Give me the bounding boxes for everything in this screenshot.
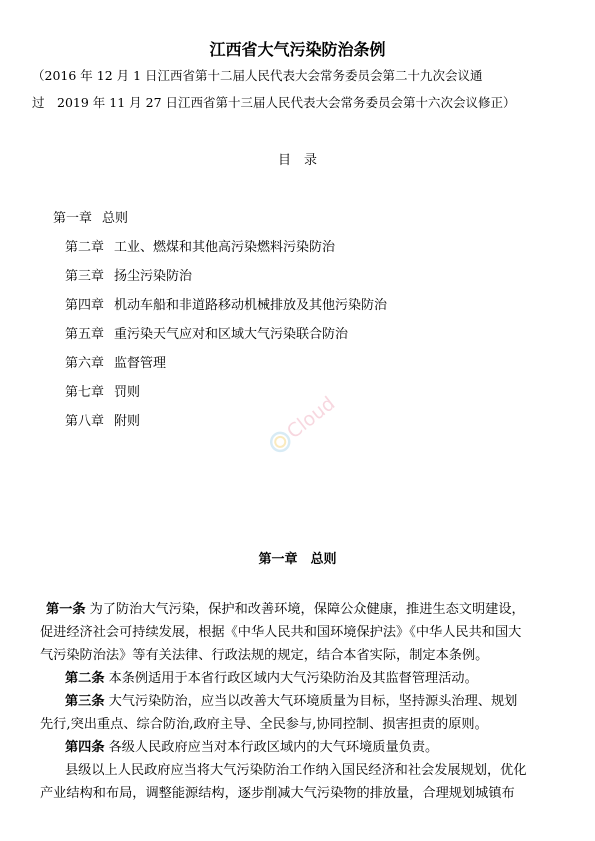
- toc-chapter-number: 第二章: [65, 240, 105, 255]
- article-text: 大气污染防治，应当以改善大气环境质量为目标，坚持源头治理、规划: [108, 694, 518, 709]
- article-text: 各级人民政府应当对本行政区域内的大气环境质量负责。: [108, 740, 439, 755]
- toc-item-chapter-8[interactable]: [65, 413, 140, 430]
- toc-chapter-title: 总则: [102, 211, 129, 226]
- toc-item-chapter-3[interactable]: [65, 268, 192, 285]
- toc-item-chapter-6[interactable]: [65, 355, 166, 372]
- article-3-line-2: 先行,突出重点、综合防治,政府主导、全民参与,协同控制、损害担责的原则。: [40, 717, 488, 732]
- article-label: 第三条: [65, 694, 105, 709]
- cloud-logo-icon: [250, 372, 360, 467]
- article-text: 为了防治大气污染，保护和改善环境，保障公众健康，推进生态文明建设，: [89, 602, 525, 617]
- article-2-line-1: [65, 670, 585, 687]
- toc-chapter-number: 第五章: [65, 327, 105, 342]
- article-1-line-1: [46, 601, 566, 618]
- article-4-line-1: [65, 739, 585, 756]
- toc-chapter-title: 机动车船和非道路移动机械排放及其他污染防治: [114, 298, 388, 313]
- toc-chapter-number: 第一章: [53, 211, 93, 226]
- article-text: 本条例适用于本省行政区域内大气污染防治及其监督管理活动。: [108, 671, 478, 686]
- toc-chapter-number: 第八章: [65, 414, 105, 429]
- toc-heading: 目 录: [277, 153, 317, 168]
- toc-chapter-title: 扬尘污染防治: [114, 269, 193, 284]
- enactment-note-line-1: （2016 年 12 月 1 日江西省第十二届人民代表大会常务委员会第二十九次会议通: [32, 68, 483, 83]
- toc-chapter-number: 第三章: [65, 269, 105, 284]
- article-label: 第一条: [46, 602, 86, 617]
- toc-item-chapter-7[interactable]: [65, 384, 140, 401]
- toc-chapter-title: 工业、燃煤和其他高污染燃料污染防治: [114, 240, 336, 255]
- article-3-line-1: [65, 693, 585, 710]
- article-1-line-3: 气污染防治法》等有关法律、行政法规的规定，结合本省实际，制定本条例。: [40, 648, 489, 663]
- toc-item-chapter-1[interactable]: [53, 210, 128, 227]
- document-title: 江西省大气污染防治条例: [209, 40, 386, 59]
- toc-item-chapter-5[interactable]: [65, 326, 348, 343]
- toc-chapter-number: 第六章: [65, 356, 105, 371]
- article-label: 第四条: [65, 740, 105, 755]
- article-label: 第二条: [65, 671, 105, 686]
- toc-item-chapter-2[interactable]: [65, 239, 335, 256]
- watermark-text: Cloud: [282, 392, 340, 444]
- toc-chapter-title: 附则: [114, 414, 141, 429]
- toc-item-chapter-4[interactable]: [65, 297, 387, 314]
- toc-chapter-title: 监督管理: [114, 356, 167, 371]
- watermark-circle-yellow: [273, 435, 287, 449]
- toc-chapter-title: 重污染天气应对和区域大气污染联合防治: [114, 327, 349, 342]
- article-4-line-3: 产业结构和布局，调整能源结构，逐步削减大气污染物的排放量，合理规划城镇布: [40, 786, 515, 801]
- article-4-line-2: 县级以上人民政府应当将大气污染防治工作纳入国民经济和社会发展规划，优化: [65, 763, 527, 778]
- cloud-watermark: [250, 372, 360, 467]
- chapter-1-heading: 第一章 总则: [258, 552, 337, 567]
- toc-chapter-number: 第四章: [65, 298, 105, 313]
- toc-chapter-title: 罚则: [114, 385, 141, 400]
- enactment-note-line-2: 过 2019 年 11 月 27 日江西省第十三届人民代表大会常务委员会第十六次会议修正）: [32, 95, 516, 110]
- article-1-line-2: 促进经济社会可持续发展，根据《中华人民共和国环境保护法》《中华人民共和国大: [40, 625, 522, 640]
- toc-chapter-number: 第七章: [65, 385, 105, 400]
